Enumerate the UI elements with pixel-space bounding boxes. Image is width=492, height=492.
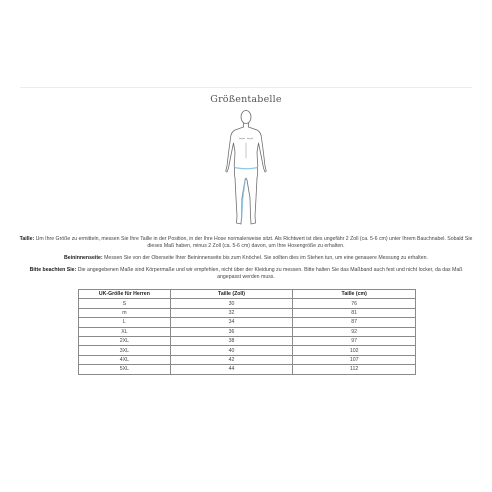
waist-cm-cell: 107 — [293, 355, 416, 364]
waist-cm-cell: 112 — [293, 365, 416, 374]
header-waist-cm: Taille (cm) — [293, 290, 416, 299]
waist-cm-cell: 97 — [293, 336, 416, 345]
header-waist-inch: Taille (Zoll) — [170, 290, 293, 299]
waist-cm-cell: 92 — [293, 327, 416, 336]
size-cell: 2XL — [79, 336, 171, 345]
waist-inch-cell: 32 — [170, 308, 293, 317]
note-label: Bitte beachten Sie: — [29, 267, 77, 273]
waist-label: Taille: — [19, 236, 35, 242]
table-row — [79, 355, 416, 364]
size-cell: 4XL — [79, 355, 171, 364]
table-row — [79, 346, 416, 355]
size-cell: m — [79, 308, 171, 317]
waist-inch-cell: 30 — [170, 299, 293, 308]
note-text: Die angegebenen Maße sind Körpermaße und wir empfehlen, nicht über der Kleidung zu messen. Bitte halten Sie das Maßband auch fest und nicht locker, da das Maß angepasst werden muss. — [76, 267, 463, 281]
waist-text: Um Ihre Größe zu ermitteln, messen Sie Ihre Taille in der Position, in der Ihre Hose normalerweise sitzt. Als Richtwert ist dies ungefähr 2 Zoll (ca. 5-6 cm) unter Ihrem Bauchnabel. Sobald Sie dieses Maß haben, minus 2 Zoll (ca. 5-6 cm) davon, um Ihre Hosengröße zu erhalten. — [34, 236, 473, 250]
waist-cm-cell: 81 — [293, 308, 416, 317]
header-uk-size: UK-Größe für Herren — [79, 290, 171, 299]
waist-cm-cell: 102 — [293, 346, 416, 355]
table-row — [79, 308, 416, 317]
waist-description — [18, 236, 474, 250]
table-header-row — [79, 290, 416, 299]
waist-cm-cell: 87 — [293, 318, 416, 327]
size-cell: L — [79, 318, 171, 327]
body-measurement-figure-icon — [216, 108, 276, 230]
page-title: Größentabelle — [210, 94, 282, 105]
table-row — [79, 299, 416, 308]
waist-inch-cell: 36 — [170, 327, 293, 336]
inseam-label: Beininnenseite: — [64, 255, 103, 261]
size-cell: 3XL — [79, 346, 171, 355]
waist-inch-cell: 38 — [170, 336, 293, 345]
table-row — [79, 336, 416, 345]
table-row — [79, 365, 416, 374]
size-cell: 5XL — [79, 365, 171, 374]
top-divider — [20, 87, 472, 88]
waist-inch-cell: 42 — [170, 355, 293, 364]
table-row — [79, 327, 416, 336]
waist-inch-cell: 34 — [170, 318, 293, 327]
size-table — [78, 289, 416, 375]
waist-inch-cell: 44 — [170, 365, 293, 374]
size-cell: XL — [79, 327, 171, 336]
waist-inch-cell: 40 — [170, 346, 293, 355]
table-row — [79, 318, 416, 327]
size-cell: S — [79, 299, 171, 308]
inseam-text: Messen Sie von der Oberseite Ihrer Beininnenseite bis zum Knöchel. Sie sollten dies im Stehen tun, um eine genauere Messung zu erhalten. — [102, 255, 428, 261]
inseam-description — [18, 255, 474, 262]
note-description — [18, 267, 474, 281]
waist-cm-cell: 76 — [293, 299, 416, 308]
